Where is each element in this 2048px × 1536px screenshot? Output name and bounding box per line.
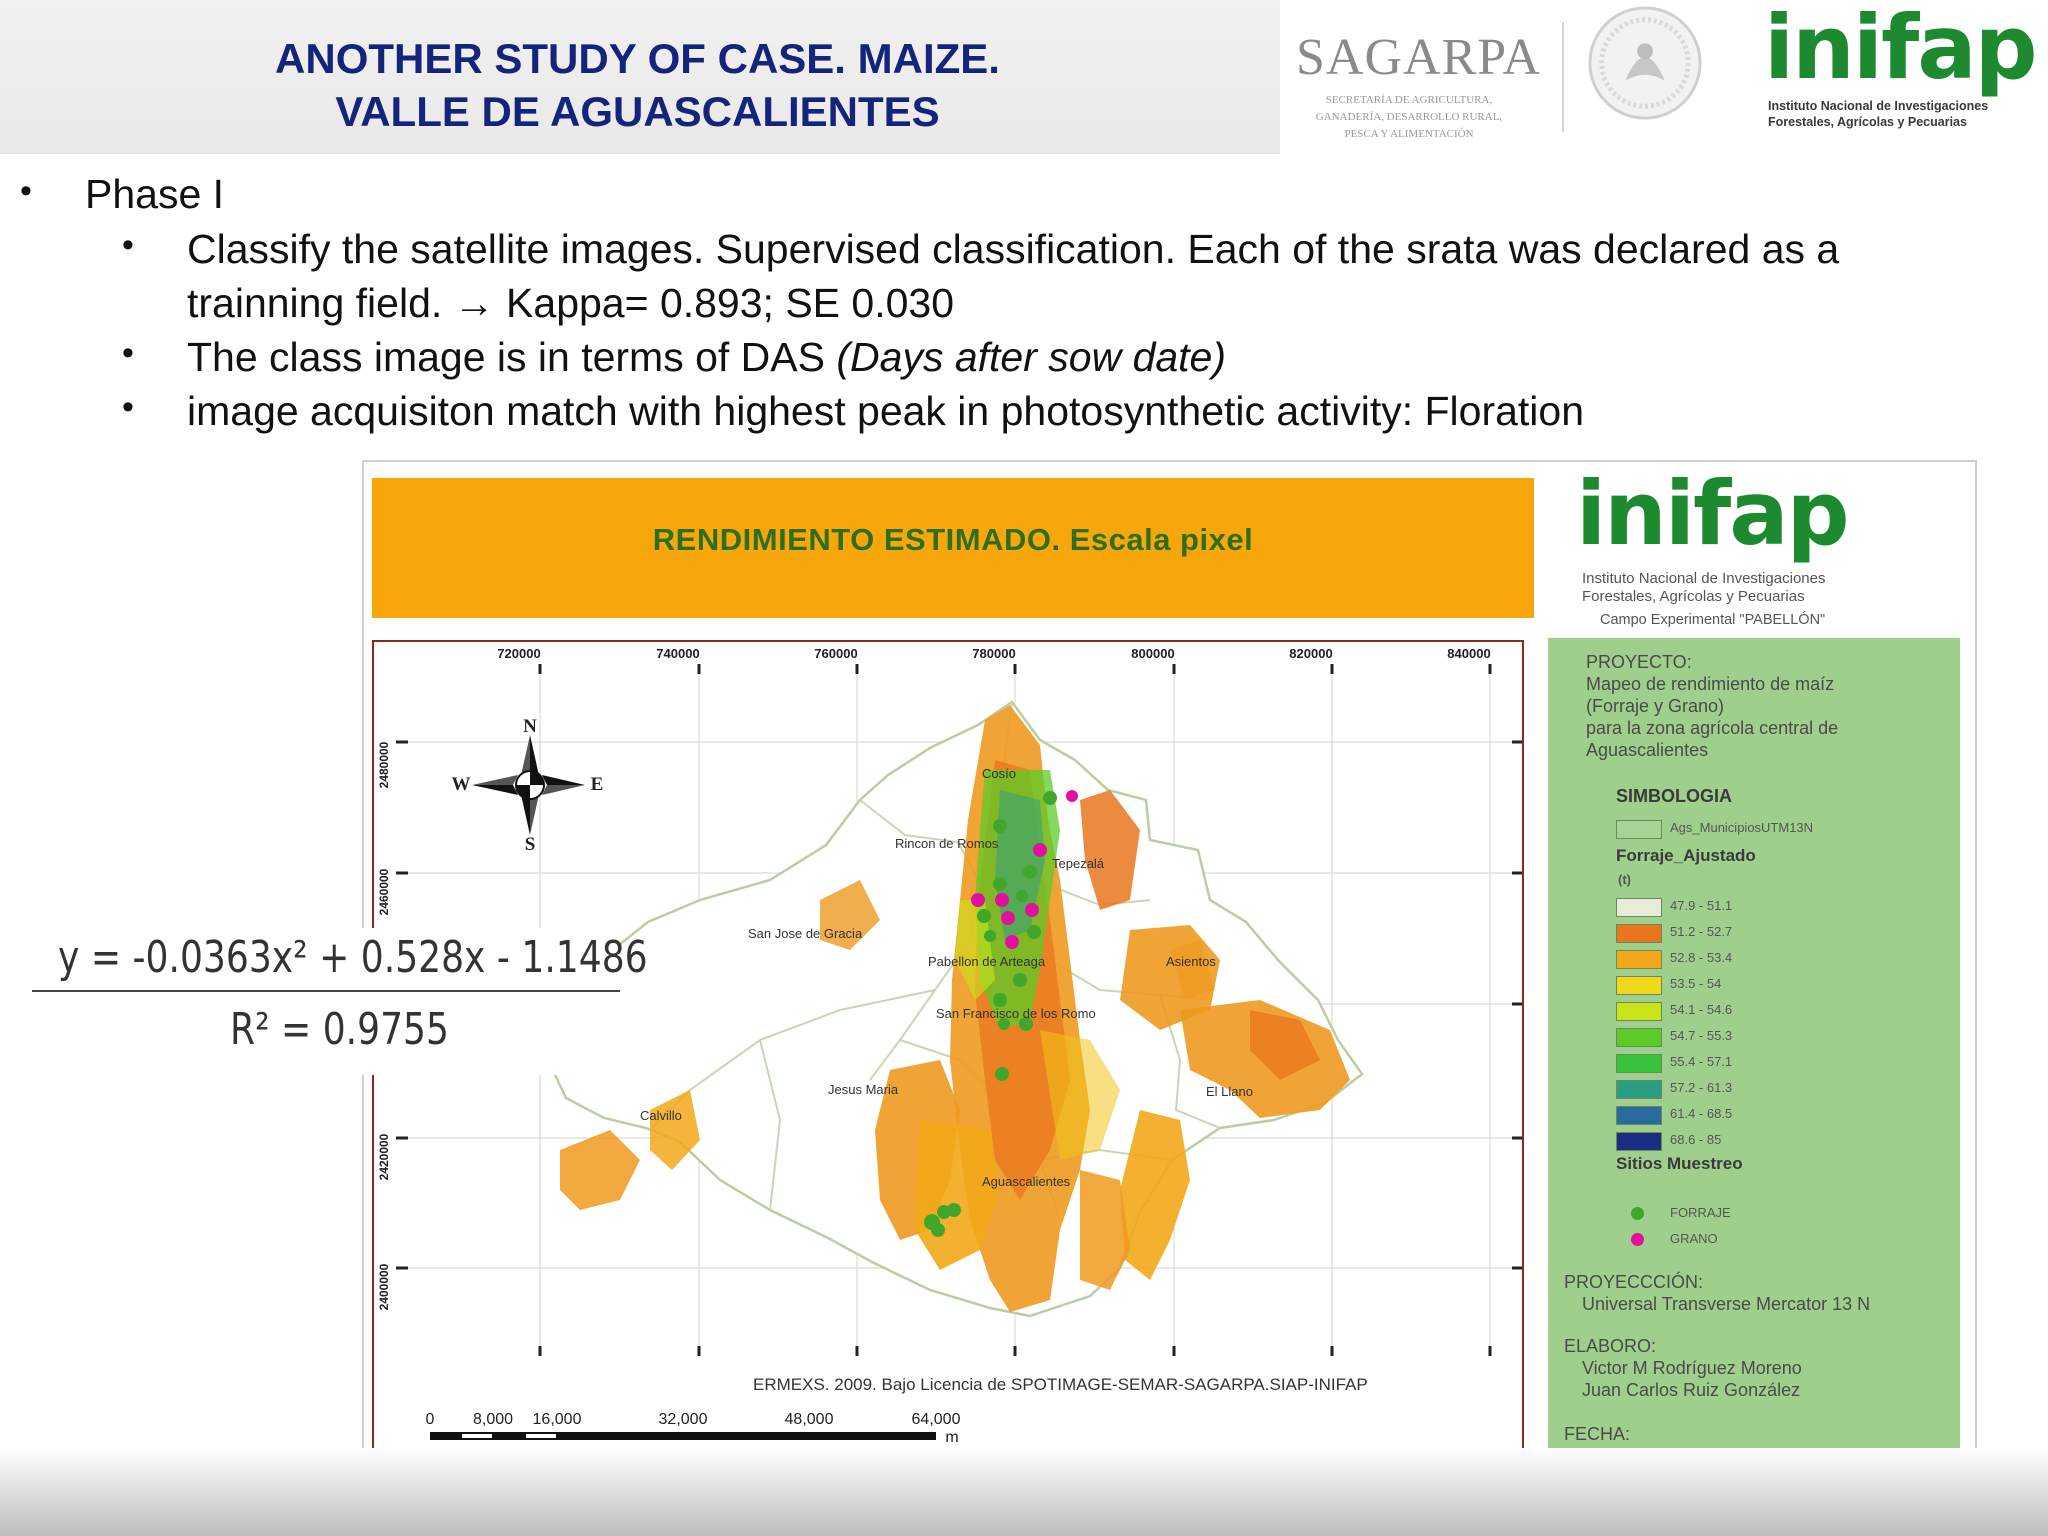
forraje-point: [995, 1067, 1009, 1081]
scale-unit: m: [945, 1429, 959, 1446]
inifap-sub-line2: Forestales, Agrícolas y Pecuarias: [1768, 115, 1967, 129]
place-label: Calvillo: [640, 1108, 682, 1123]
place-label: Asientos: [1166, 954, 1216, 969]
bullet-classify-line2: trainning field. → Kappa= 0.893; SE 0.030: [187, 280, 955, 326]
bullet-icon: •: [122, 226, 134, 264]
place-label: Tepezalá: [1052, 856, 1105, 871]
map-credit: ERMEXS. 2009. Bajo Licencia de SPOTIMAGE-SEMAR-SAGARPA.SIAP-INIFAP: [753, 1375, 1368, 1394]
legend-swatch-label: 54.7 - 55.3: [1670, 1028, 1733, 1043]
grano-point: [1005, 935, 1019, 949]
mexico-seal-icon: [1586, 4, 1704, 122]
grano-point: [1001, 911, 1015, 925]
x-tick-label: 740000: [656, 646, 700, 661]
simbologia-heading: SIMBOLOGIA: [1616, 786, 1732, 806]
bullet-phase: Phase I: [85, 171, 225, 217]
equation-divider: [32, 990, 620, 992]
grano-point-icon: [1631, 1233, 1644, 1246]
bullet-class-image: [187, 330, 1226, 384]
y-tick-label: 2400000: [377, 1263, 391, 1311]
legend-swatch: [1616, 1028, 1662, 1047]
place-label: Cosío: [982, 766, 1016, 781]
bullet-classify-line1: Classify the satellite images. Supervised classification. Each of the srata was declared as a: [187, 226, 1840, 272]
x-tick-label: 720000: [497, 646, 541, 661]
legend-swatch-label: 53.5 - 54: [1670, 976, 1722, 991]
x-tick-label: 820000: [1289, 646, 1333, 661]
sagarpa-sub-line1: SECRETARÍA DE AGRICULTURA,: [1325, 94, 1493, 106]
elaboro-label: ELABORO:: [1564, 1336, 1657, 1356]
inifap-map-logo: inifap: [1576, 462, 1848, 565]
forraje-point: [993, 819, 1007, 833]
place-label: El Llano: [1206, 1084, 1253, 1099]
grano-point: [1066, 790, 1078, 802]
municipios-swatch: [1616, 820, 1662, 839]
forraje-point: [993, 877, 1007, 891]
bullet-icon: •: [122, 334, 134, 372]
forraje-point: [1016, 890, 1028, 902]
bullet-class-image-text: The class image is in terms of DAS: [187, 334, 837, 380]
forraje-point: [1043, 791, 1057, 805]
elaboro-line2: Juan Carlos Ruiz González: [1582, 1380, 1801, 1400]
inifap-subtitle: [1768, 98, 2048, 130]
forraje-heading: Forraje_Ajustado: [1616, 846, 1756, 865]
legend-swatch: [1616, 924, 1662, 943]
grano-point: [1033, 843, 1047, 857]
header-logos: [1280, 0, 2048, 154]
sitios-heading: Sitios Muestreo: [1616, 1154, 1743, 1173]
forraje-point: [1023, 865, 1037, 879]
scale-label: 16,000: [532, 1411, 582, 1428]
elaboro-line1: Victor M Rodríguez Moreno: [1582, 1358, 1802, 1378]
legend-swatch-label: 47.9 - 51.1: [1670, 898, 1733, 913]
slide-title-line2: VALLE DE AGUASCALIENTES: [335, 88, 940, 135]
forraje-point-icon: [1631, 1207, 1644, 1220]
place-label: San Francisco de los Romo: [936, 1006, 1096, 1021]
proyecto-line4: Aguascalientes: [1586, 740, 1709, 760]
proyecto-line2: (Forraje y Grano): [1586, 696, 1725, 716]
inifap-map-sub-line2: Forestales, Agrícolas y Pecuarias: [1582, 588, 1805, 605]
fecha-label: FECHA:: [1564, 1424, 1631, 1444]
compass-rose-icon: [472, 735, 585, 835]
forraje-point-label: FORRAJE: [1670, 1205, 1731, 1220]
proyeccion-value: Universal Transverse Mercator 13 N: [1582, 1294, 1871, 1314]
inifap-sub-line1: Instituto Nacional de Investigaciones: [1768, 99, 1989, 113]
x-tick-label: 760000: [814, 646, 858, 661]
sagarpa-sub-line2: GANADERÍA, DESARROLLO RURAL,: [1315, 111, 1503, 123]
legend-swatch-label: 51.2 - 52.7: [1670, 924, 1733, 939]
proyecto-line1: Mapeo de rendimiento de maíz: [1586, 674, 1835, 694]
x-tick-label: 800000: [1131, 646, 1175, 661]
y-tick-label: 2460000: [377, 868, 391, 916]
place-label: Jesus Maria: [828, 1082, 899, 1097]
compass-n: N: [523, 716, 537, 737]
slide-header: [0, 0, 1280, 154]
place-label: Rincon de Romos: [895, 836, 999, 851]
grano-point: [995, 893, 1009, 907]
legend-swatch-label: 68.6 - 85: [1670, 1132, 1722, 1147]
scale-bar: [430, 1432, 936, 1440]
legend-swatch: [1616, 1080, 1662, 1099]
forraje-point: [984, 930, 996, 942]
bullet-acquisition: image acquisiton match with highest peak in photosynthetic activity: Floration: [187, 388, 1585, 434]
legend-swatch: [1616, 1054, 1662, 1073]
forraje-point: [1027, 925, 1041, 939]
scale-label: 48,000: [784, 1411, 834, 1428]
scale-label: 8,000: [472, 1411, 514, 1428]
y-tick-label: 2480000: [377, 741, 391, 789]
compass-e: E: [590, 774, 604, 795]
scale-label: 32,000: [658, 1411, 708, 1428]
scale-label: 0: [425, 1411, 435, 1428]
legend-swatch: [1616, 1132, 1662, 1151]
legend-swatch-label: 52.8 - 53.4: [1670, 950, 1733, 965]
forraje-point: [993, 993, 1007, 1007]
grano-point-label: GRANO: [1670, 1231, 1718, 1246]
logo-divider: [1562, 22, 1564, 132]
sagarpa-subtitle: [1294, 92, 1524, 143]
slide-title: [0, 32, 1275, 138]
bullet-class-image-italic: (Days after sow date): [836, 334, 1227, 380]
compass-s: S: [524, 834, 536, 855]
x-tick-label: 840000: [1447, 646, 1491, 661]
municipios-label: Ags_MunicipiosUTM13N: [1670, 820, 1814, 835]
map-title: RENDIMIENTO ESTIMADO. Escala pixel: [652, 522, 1254, 557]
proyeccion-label: PROYECCCIÓN:: [1564, 1272, 1704, 1292]
legend-swatch: [1616, 1002, 1662, 1021]
legend-swatch-label: 61.4 - 68.5: [1670, 1106, 1733, 1121]
proyecto-line3: para la zona agrícola central de: [1586, 718, 1839, 738]
sagarpa-logo: SAGARPA: [1296, 29, 1541, 86]
campo-experimental: Campo Experimental "PABELLÓN": [1600, 612, 1826, 628]
legend-swatch: [1616, 898, 1662, 917]
map-title-banner: [372, 478, 1534, 618]
legend-swatch-label: 54.1 - 54.6: [1670, 1002, 1733, 1017]
y-tick-label: 2420000: [377, 1133, 391, 1181]
place-label: Pabellon de Arteaga: [928, 954, 1046, 969]
proyecto-label: PROYECTO:: [1586, 652, 1692, 672]
forraje-point: [1013, 973, 1027, 987]
equation-line: y = -0.0363x² + 0.528x - 1.1486: [58, 932, 648, 983]
x-tick-label: 780000: [972, 646, 1016, 661]
forraje-unit: (t): [1618, 872, 1631, 887]
r-squared: R² = 0.9755: [230, 1004, 449, 1055]
inifap-logo: inifap: [1764, 0, 2036, 99]
forraje-point: [977, 909, 991, 923]
forraje-point: [931, 1223, 945, 1237]
regression-equation: [32, 928, 648, 1075]
scale-label: 64,000: [911, 1411, 961, 1428]
forraje-point: [947, 1203, 961, 1217]
inifap-map-subtitle: [1582, 570, 1962, 606]
slide-footer-band: [0, 1448, 2048, 1536]
slide-title-line1: ANOTHER STUDY OF CASE. MAIZE.: [275, 35, 1000, 82]
legend-swatch-label: 57.2 - 61.3: [1670, 1080, 1733, 1095]
bullet-icon: •: [122, 388, 134, 426]
legend-swatch: [1616, 1106, 1662, 1125]
sagarpa-sub-line3: PESCA Y ALIMENTACIÓN: [1344, 128, 1474, 140]
place-label: San Jose de Gracia: [748, 926, 863, 941]
inifap-map-sub-line1: Instituto Nacional de Investigaciones: [1582, 570, 1826, 587]
grano-point: [971, 893, 985, 907]
legend-swatch-label: 55.4 - 57.1: [1670, 1054, 1733, 1069]
legend-swatch: [1616, 950, 1662, 969]
bullet-icon: •: [20, 172, 32, 210]
grano-point: [1025, 903, 1039, 917]
legend-swatch: [1616, 976, 1662, 995]
compass-w: W: [451, 774, 471, 795]
place-label: Aguascalientes: [982, 1174, 1071, 1189]
